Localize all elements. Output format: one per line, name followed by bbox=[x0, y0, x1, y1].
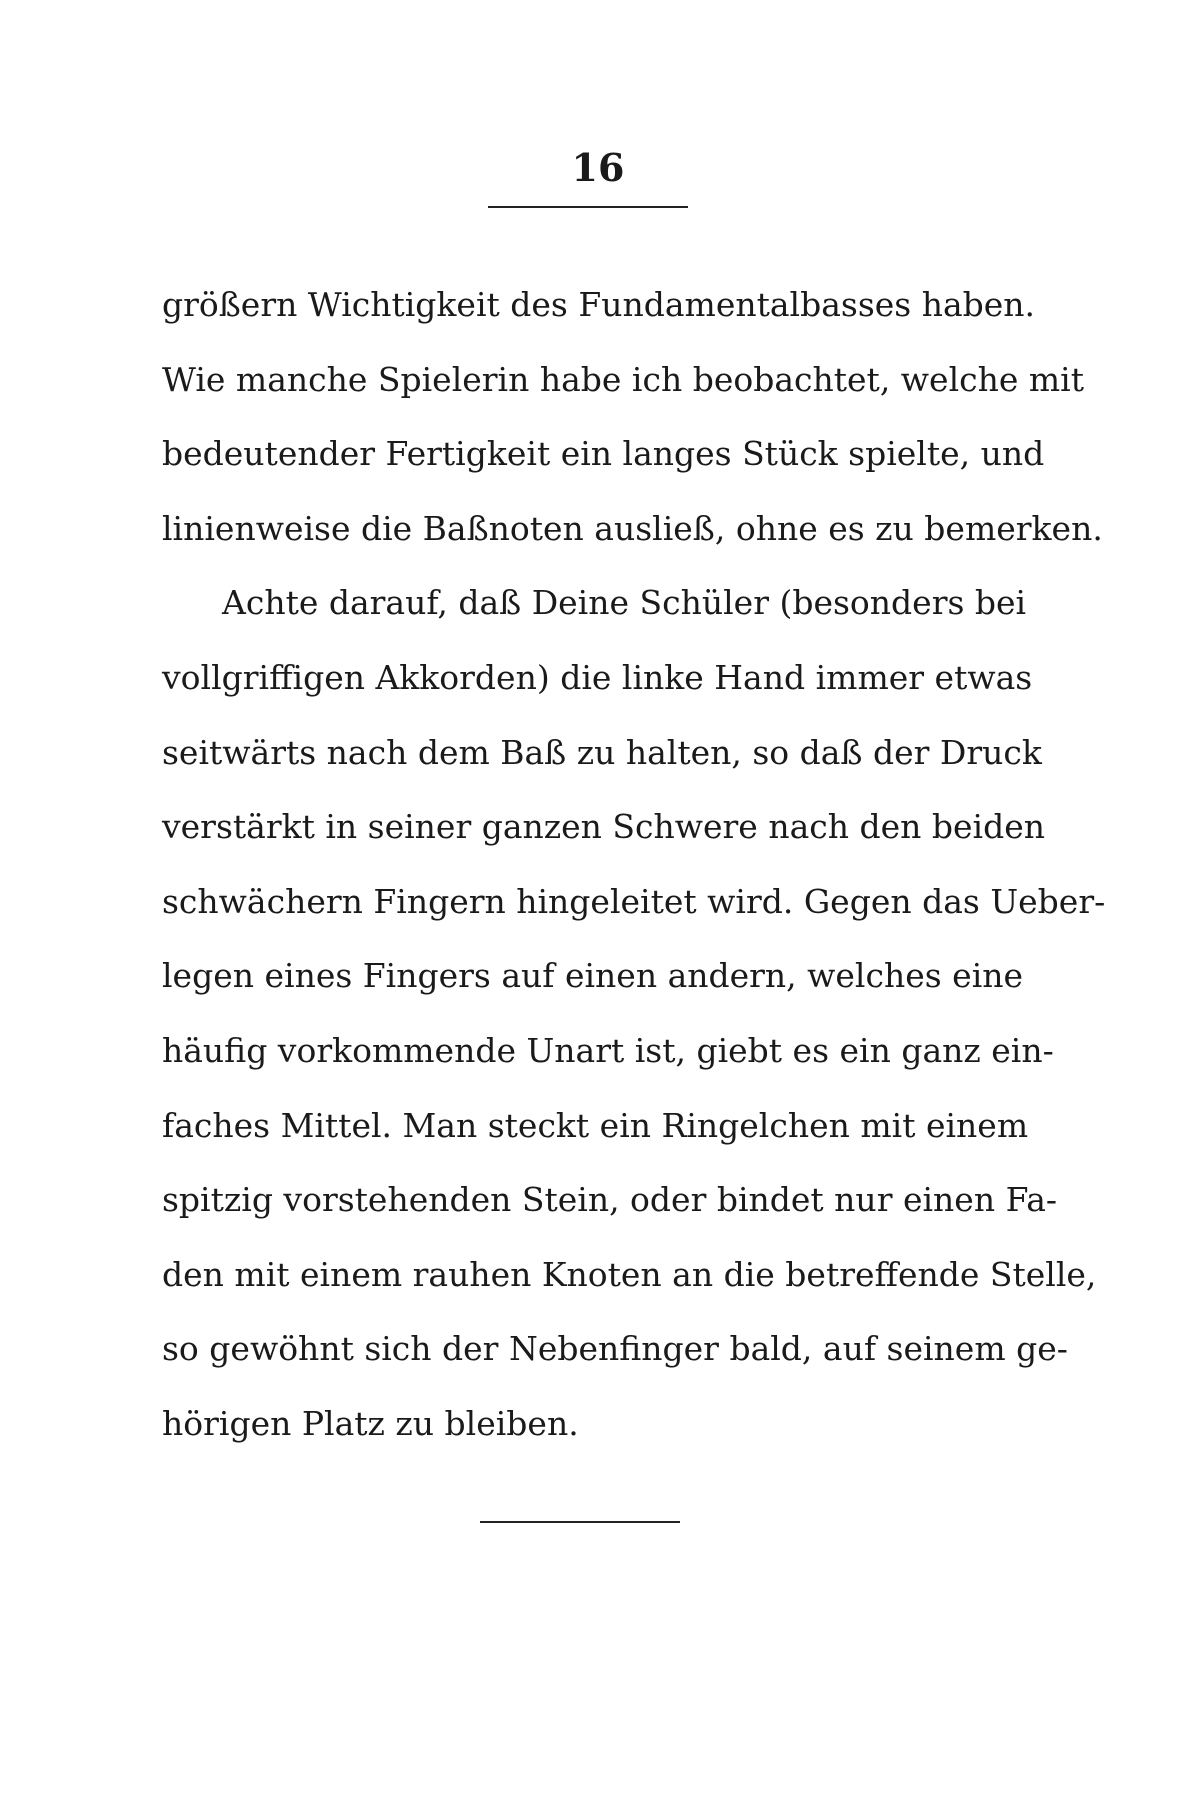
text-line: hörigen Platz zu bleiben. bbox=[162, 1403, 579, 1443]
text-line: größern Wichtigkeit des Fundamentalbasses haben. bbox=[162, 285, 1036, 324]
page-number: 16 bbox=[571, 145, 625, 190]
text-line: seitwärts nach dem Baß zu halten, so daß der Druck bbox=[162, 732, 1042, 772]
text-line: faches Mittel. Man steckt ein Ringelchen mit einem bbox=[162, 1105, 1029, 1145]
text-line: schwächern Fingern hingeleitet wird. Gegen das Ueber- bbox=[162, 881, 1106, 921]
paragraph-start-line: Achte darauf, daß Deine Schüler (besonders bei bbox=[222, 583, 1027, 623]
header-rule bbox=[488, 206, 688, 208]
text-line: Wie manche Spielerin habe ich beobachtet, welche mit bbox=[162, 359, 1084, 399]
text-line: vollgriffigen Akkorden) die linke Hand immer etwas bbox=[162, 657, 1033, 697]
text-line: häufig vorkommende Unart ist, giebt es ein ganz ein- bbox=[162, 1030, 1054, 1070]
text-line: verstärkt in seiner ganzen Schwere nach den beiden bbox=[162, 807, 1045, 847]
text-line: linienweise die Baßnoten ausließ, ohne es zu bemerken. bbox=[162, 508, 1103, 548]
text-line: bedeutender Fertigkeit ein langes Stück spielte, und bbox=[162, 434, 1045, 474]
text-line: den mit einem rauhen Knoten an die betreffende Stelle, bbox=[162, 1254, 1097, 1294]
body-text bbox=[162, 268, 1106, 1462]
text-line: so gewöhnt sich der Nebenfinger bald, auf seinem ge- bbox=[162, 1329, 1068, 1369]
footer-rule bbox=[480, 1521, 680, 1523]
text-line: legen eines Fingers auf einen andern, welches eine bbox=[162, 956, 1024, 996]
text-line: spitzig vorstehenden Stein, oder bindet nur einen Fa- bbox=[162, 1180, 1058, 1220]
